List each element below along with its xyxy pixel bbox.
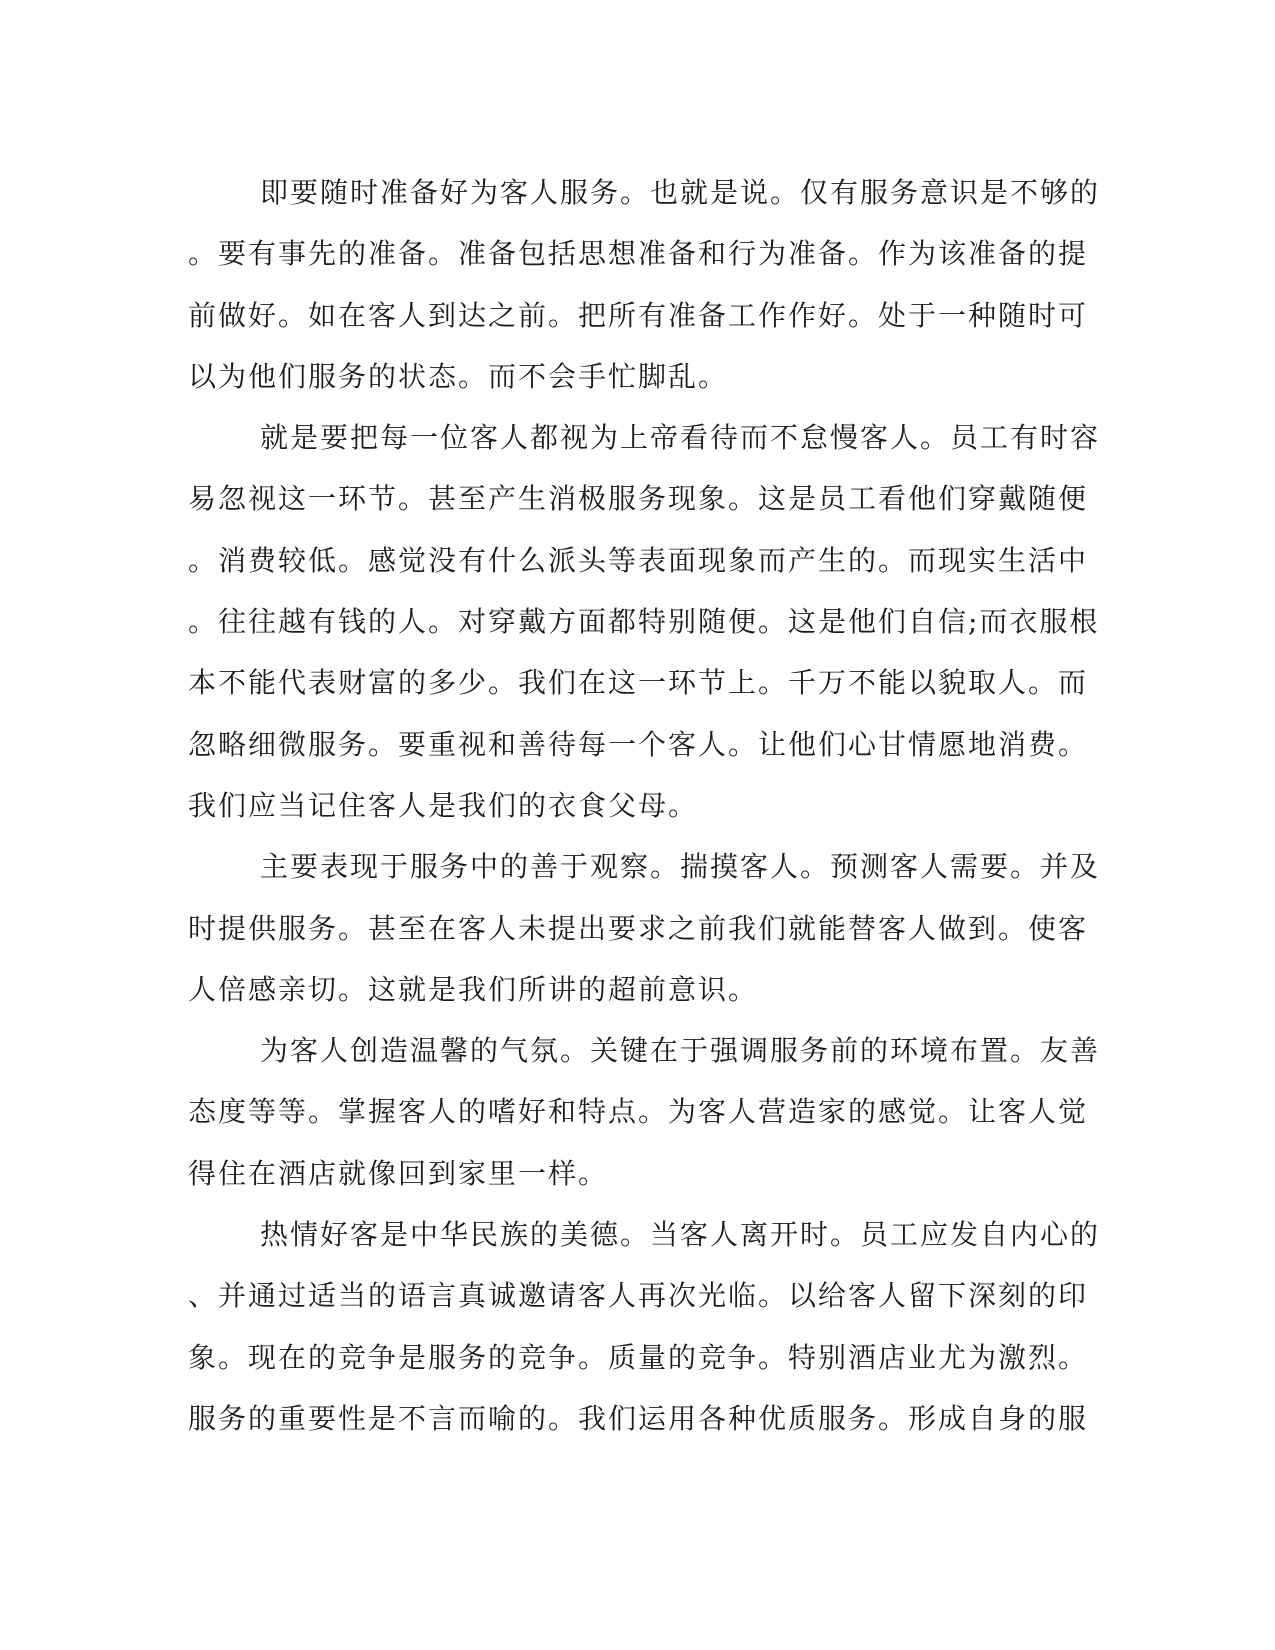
paragraph-line: 为客人创造温馨的气氛。关键在于强调服务前的环境布置。友善 (260, 1034, 1101, 1068)
paragraph-line: 我们应当记住客人是我们的衣食父母。 (188, 788, 699, 822)
paragraph-line: 人倍感亲切。这就是我们所讲的超前意识。 (188, 972, 759, 1006)
paragraph-2 (188, 407, 1101, 836)
paragraph-line: 服务的重要性是不言而喻的。我们运用各种优质服务。形成自身的服 (188, 1401, 1089, 1435)
paragraph-line: 热情好客是中华民族的美德。当客人离开时。员工应发自内心的 (260, 1218, 1101, 1252)
paragraph-line: 态度等等。掌握客人的嗜好和特点。为客人营造家的感觉。让客人觉 (188, 1095, 1089, 1129)
document-body (188, 162, 1101, 1449)
paragraph-line: 。往往越有钱的人。对穿戴方面都特别随便。这是他们自信;而衣服根 (188, 605, 1100, 639)
paragraph-line: 。消费较低。感觉没有什么派头等表面现象而产生的。而现实生活中 (188, 543, 1089, 577)
paragraph-line: 前做好。如在客人到达之前。把所有准备工作作好。处于一种随时可 (188, 298, 1089, 332)
paragraph-5 (188, 1204, 1101, 1449)
paragraph-line: 主要表现于服务中的善于观察。揣摸客人。预测客人需要。并及 (260, 850, 1101, 884)
paragraph-line: 易忽视这一环节。甚至产生消极服务现象。这是员工看他们穿戴随便 (188, 482, 1089, 516)
paragraph-line: 象。现在的竞争是服务的竞争。质量的竞争。特别酒店业尤为激烈。 (188, 1340, 1089, 1374)
paragraph-line: 本不能代表财富的多少。我们在这一环节上。千万不能以貌取人。而 (188, 666, 1089, 700)
paragraph-4 (188, 1020, 1101, 1204)
paragraph-line: 。要有事先的准备。准备包括思想准备和行为准备。作为该准备的提 (188, 237, 1089, 271)
paragraph-line: 忽略细微服务。要重视和善待每一个客人。让他们心甘情愿地消费。 (188, 727, 1089, 761)
paragraph-line: 时提供服务。甚至在客人未提出要求之前我们就能替客人做到。使客 (188, 911, 1089, 945)
paragraph-line: 以为他们服务的状态。而不会手忙脚乱。 (188, 359, 729, 393)
paragraph-line: 就是要把每一位客人都视为上帝看待而不怠慢客人。员工有时容 (260, 421, 1101, 455)
paragraph-line: 得住在酒店就像回到家里一样。 (188, 1156, 609, 1190)
paragraph-3 (188, 836, 1101, 1020)
paragraph-line: 即要随时准备好为客人服务。也就是说。仅有服务意识是不够的 (260, 176, 1101, 209)
paragraph-line: 、并通过适当的语言真诚邀请客人再次光临。以给客人留下深刻的印 (188, 1279, 1089, 1313)
paragraph-1 (188, 162, 1101, 407)
